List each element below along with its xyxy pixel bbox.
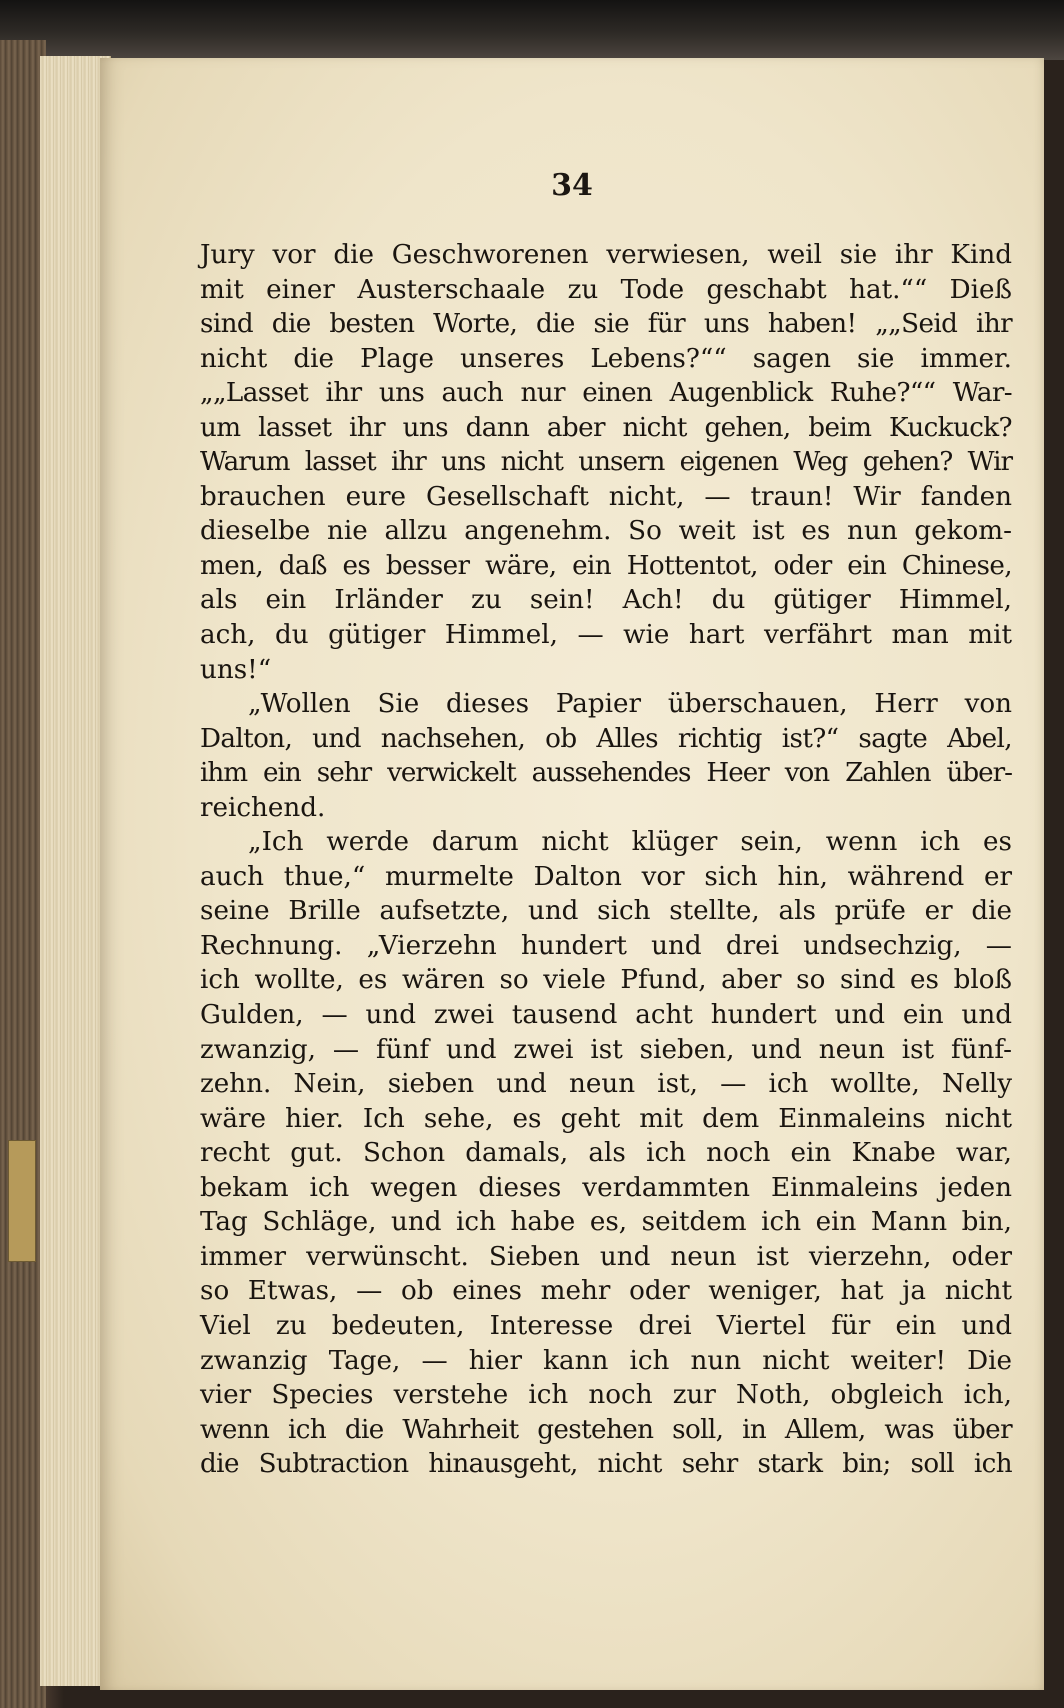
text-line: Viel zu bedeuten, Interesse drei Viertel für ein und <box>200 1310 1012 1341</box>
text-line: immer verwünscht. Sieben und neun ist vierzehn, oder <box>200 1241 1012 1272</box>
text-line: als ein Irländer zu sein! Ach! du gütiger Himmel, <box>200 585 1012 616</box>
page-number: 34 <box>551 168 593 203</box>
text-line: recht gut. Schon damals, als ich noch ein Knabe war, <box>200 1138 1012 1169</box>
text-line: seine Brille aufsetzte, und sich stellte, als prüfe er die <box>200 896 1012 927</box>
text-line: zwanzig, — fünf und zwei ist sieben, und neun ist fünf- <box>200 1034 1012 1065</box>
text-line: mit einer Austerschaale zu Tode geschabt hat.““ Dieß <box>200 274 1012 305</box>
text-line: dieselbe nie allzu angenehm. So weit ist es nun gekom- <box>200 516 1012 547</box>
text-line: Dalton, und nachsehen, ob Alles richtig ist?“ sagte Abel, <box>200 723 1012 754</box>
text-line: ihm ein sehr verwickelt aussehendes Heer von Zahlen über- <box>200 758 1012 789</box>
text-line: bekam ich wegen dieses verdammten Einmaleins jeden <box>200 1172 1012 1203</box>
text-line: „Ich werde darum nicht klüger sein, wenn ich es <box>248 827 1012 858</box>
text-line: die Subtraction hinausgeht, nicht sehr stark bin; soll ich <box>200 1449 1012 1480</box>
text-line: auch thue,“ murmelte Dalton vor sich hin, während er <box>200 861 1012 892</box>
text-line: uns!“ <box>200 654 272 685</box>
text-line: Tag Schläge, und ich habe es, seitdem ich ein Mann bin, <box>200 1207 1012 1238</box>
text-line: um lasset ihr uns dann aber nicht gehen, beim Kuckuck? <box>200 412 1012 443</box>
book-page <box>100 58 1044 1690</box>
text-line: so Etwas, — ob eines mehr oder weniger, hat ja nicht <box>200 1276 1012 1307</box>
text-line: „Wollen Sie dieses Papier überschauen, Herr von <box>248 689 1012 720</box>
book-cover-top <box>0 0 1064 60</box>
text-line: zehn. Nein, sieben und neun ist, — ich wollte, Nelly <box>200 1069 1012 1100</box>
text-line: men, daß es besser wäre, ein Hottentot, oder ein Chinese, <box>200 550 1012 581</box>
text-line: nicht die Plage unseres Lebens?““ sagen sie immer. <box>200 343 1012 374</box>
text-line: ich wollte, es wären so viele Pfund, aber so sind es bloß <box>200 965 1012 996</box>
page-text-body <box>200 238 1012 1482</box>
text-line: Rechnung. „Vierzehn hundert und drei undsechzig, — <box>200 930 1012 961</box>
text-line: vier Species verstehe ich noch zur Noth, obgleich ich, <box>200 1380 1012 1411</box>
text-line: Gulden, — und zwei tausend acht hundert und ein und <box>200 1000 1012 1031</box>
text-line: wenn ich die Wahrheit gestehen soll, in Allem, was über <box>200 1414 1012 1445</box>
text-line: „„Lasset ihr uns auch nur einen Augenblick Ruhe?““ War- <box>200 378 1012 409</box>
text-line: ach, du gütiger Himmel, — wie hart verfährt man mit <box>200 620 1012 651</box>
text-line: sind die besten Worte, die sie für uns haben! „„Seid ihr <box>200 309 1012 340</box>
text-line: wäre hier. Ich sehe, es geht mit dem Einmaleins nicht <box>200 1103 1012 1134</box>
text-line: reichend. <box>200 792 326 823</box>
text-line: brauchen eure Gesellschaft nicht, — traun! Wir fanden <box>200 481 1012 512</box>
spine-label <box>8 1140 36 1262</box>
text-line: Warum lasset ihr uns nicht unsern eigenen Weg gehen? Wir <box>200 447 1012 478</box>
text-line: zwanzig Tage, — hier kann ich nun nicht weiter! Die <box>200 1345 1012 1376</box>
text-line: Jury vor die Geschworenen verwiesen, weil sie ihr Kind <box>200 240 1012 270</box>
